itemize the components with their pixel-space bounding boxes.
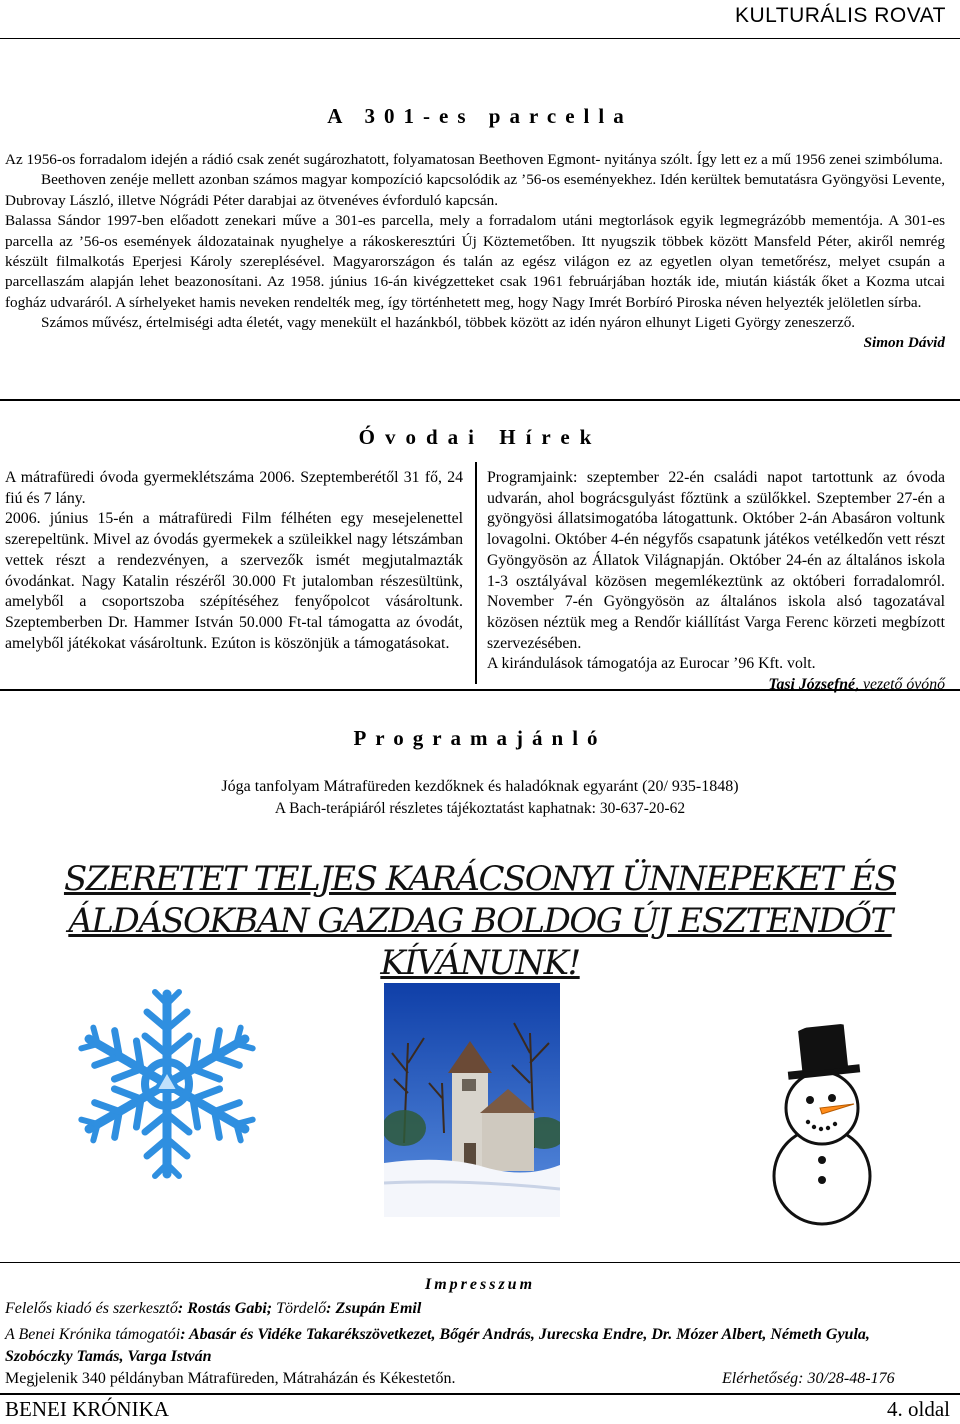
paragraph: Balassa Sándor 1997-ben előadott zenekari műve a 301-es parcella, mely a forradalom utáni megtorlások egyik legmegrázóbb mementója. A 301-es parcella az ’56-os események áldozatainak nyughelye a rákoskeresztúri Új Köztemetőben. Itt nyugszik többek között Mansfeld Péter, akiről nemrég készült filmalkotás Eperjesi Károly szereplésével. Magyarországon és talán az egész világon ez az egyetlen olyan temetőrész, melyet csupán a parcellaszám alapján lehet beazonosítani. Az 1958. június 16-án kivégzetteket csak 1961 februárjában hozták ide, miután kiásták őket a Kozma utcai fogház udvaráról. A sírhelyeket hamis neveken rendelték meg, így történhetett meg, hogy Nagy Imrét Borbíró Piroska néven helyezték jelöletlen sírba. — [5, 212, 945, 311]
impresszum-sponsors: A Benei Krónika támogatói: Abasár és Vidéke Takarékszövetkezet, Bőgér András, Jurecska Endre, Dr. Mózer Albert, Németh Gyula, Szobóczky Tamás, Varga István — [5, 1326, 870, 1365]
paragraph: Az 1956-os forradalom idején a rádió csak zenét sugározhatott, folyamatosan Beethoven Egmont- nyitánya szólt. Így lett ez a mű 1956 zenei szimbóluma. — [5, 151, 943, 168]
paragraph: Beethoven zenéje mellett azonban számos magyar kompozíció kapcsolódik az ’56-os eseményekhez. Idén kerültek bemutatásra Gyöngyösi Levente, Dubrovay László, illetve Nógrádi Péter darabjai az ötvenéves évforduló kapcsán. — [5, 171, 945, 209]
contact-label: Elérhetőség — [722, 1370, 799, 1387]
article-column-left — [5, 468, 463, 654]
author-signature: Simon Dávid — [863, 333, 945, 351]
paragraph: A mátrafüredi óvoda gyermeklétszáma 2006. Szeptemberétől 31 fő, 24 fiú és 7 lány. — [5, 469, 463, 507]
section-divider — [0, 399, 960, 401]
paragraph: Programjaink: szeptember 22-én családi napot tartottunk az óvoda udvarán, ahol bográcsgulyást főztünk a szülőkkel. Szeptember 27-én a gyöngyösi állatsimogatóba látogattunk. Október 2-án Abasáron voltunk lovagolni. Október 4-én négyfős csapatunk játékos vetélkedőn vett részt Gyöngyösön az Állatok Világnapján. Október 24-én az általános iskola 1-3 osztályával közösen megemlékeztünk az októberi forradalomról. November 7-én Gyöngyösön az általános iskola alsó tagozatával közösen néztük meg a Rendőr kiállítást Varga Ferenc körzeti megbízott szervezésében. — [487, 469, 945, 652]
sponsors-label: A Benei Krónika támogatói — [5, 1326, 181, 1343]
program-line: Jóga tanfolyam Mátrafüreden kezdőknek és haladóknak egyaránt (20/ 935-1848) — [221, 778, 739, 795]
editor-name: Rostás Gabi; — [187, 1300, 273, 1317]
editor-label: Felelős kiadó és szerkesztő — [5, 1300, 178, 1317]
church-photo — [384, 983, 560, 1217]
author-signature — [487, 675, 945, 696]
section-header: KULTURÁLIS ROVAT — [734, 4, 946, 27]
impresszum-rule — [0, 1262, 960, 1263]
paragraph: Számos művész, értelmiségi adta életét, vagy menekült el hazánkból, többek között az idén nyáron elhunyt Ligeti György zeneszerző. — [41, 314, 856, 332]
impresszum-contact: Elérhetőség: 30/28-48-176 — [722, 1370, 895, 1387]
christmas-greeting: SZERETET TELJES KARÁCSONYI ÜNNEPEKET ÉS ÁLDÁSOKBAN GAZDAG BOLDOG ÚJ ESZTENDŐT KÍVÁNUNK! — [63, 859, 897, 983]
header-rule — [0, 38, 960, 39]
paragraph: 2006. június 15-én a mátrafüredi Film félhéten egy mesejelenettel szerepeltünk. Mivel az óvodás gyermekek a szüleikkel nagy létszámban vettek részt a rendezvényen, a szervezők ismét megjutalmazták óvodánkat. Nagy Katalin részéről 30.000 Ft jutalomban részesültünk, amelyből a csoportszoba szépítéséhez fenyőpolcot vásároltunk. Szeptemberben Dr. Hammer István 50.000 Ft-tal támogatta az óvodát, amelyből játékokat vásároltunk. Ezúton is köszönjük a támogatásokat. — [5, 510, 463, 652]
layout-name: Zsupán Emil — [335, 1300, 422, 1317]
page-number: 4. oldal — [887, 1397, 950, 1421]
impresszum-circulation: Megjelenik 340 példányban Mátrafüreden, Mátraházán és Kékestetőn. — [5, 1370, 456, 1387]
article-column-right — [487, 468, 945, 696]
snowflake-icon — [72, 984, 262, 1184]
author-name: Tasi Józsefné — [768, 676, 856, 694]
publication-name: BENEI KRÓNIKA — [5, 1397, 169, 1421]
article-title-parcella: A 301-es parcella — [327, 104, 633, 128]
impresszum-editors: Felelős kiadó és szerkesztő: Rostás Gabi; Tördelő: Zsupán Emil — [5, 1300, 422, 1317]
article-title-programajanlo: Programajánló — [353, 726, 607, 750]
article-title-ovodai-hirek: Óvodai Hírek — [358, 425, 602, 449]
author-role: , vezető óvónő — [855, 676, 945, 694]
article-body-parcella — [5, 150, 945, 352]
impresszum-title: Impresszum — [424, 1276, 536, 1293]
section-divider — [0, 689, 960, 691]
layout-label: Tördelő — [276, 1300, 327, 1317]
column-divider — [475, 462, 477, 684]
program-line: A Bach-terápiáról részletes tájékoztatást kaphatnak: 30-637-20-62 — [274, 800, 686, 817]
footer-rule — [0, 1393, 960, 1395]
snowman-icon — [738, 1000, 908, 1230]
sponsors-list: Abasár és Vidéke Takarékszövetkezet, Bőgér András, Jurecska Endre, Dr. Mózer Albert, Németh Gyula, Szobóczky Tamás, Varga István — [5, 1326, 870, 1365]
paragraph: A kirándulások támogatója az Eurocar ’96 Kft. volt. — [487, 655, 816, 673]
contact-value: 30/28-48-176 — [807, 1370, 895, 1387]
